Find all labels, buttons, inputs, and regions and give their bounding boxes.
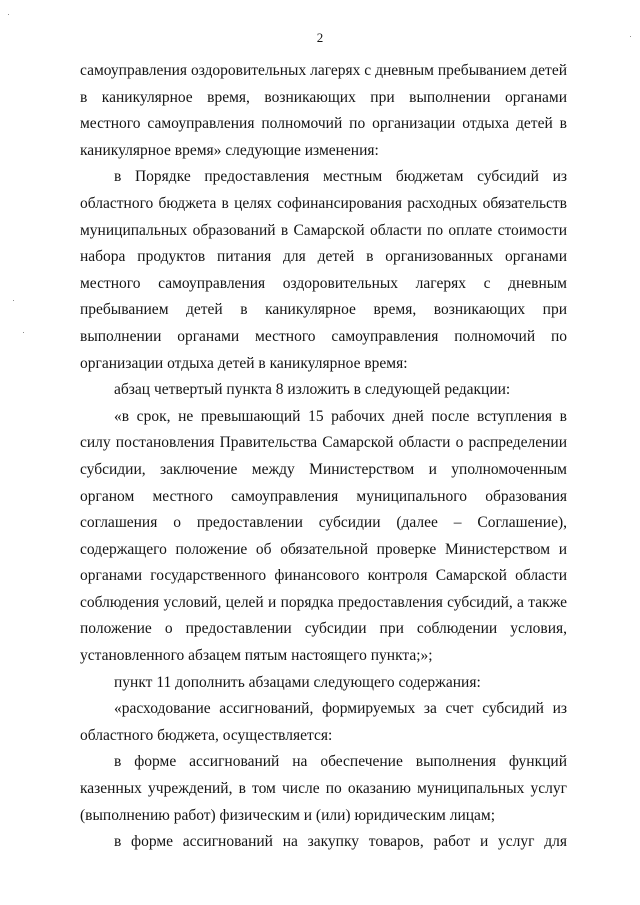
scan-speck [8, 14, 9, 15]
scan-speck [13, 300, 14, 301]
paragraph-procedure-amendment: в Порядке предоставления местным бюджетам субсидий из областного бюджета в целях софинансирования расходных обязательств муниципальных образований в Самарской области по оплате стоимости набора продуктов питания для детей в организованных органами местного самоуправления оздоровительных лагерях с дневным пребыванием детей в каникулярное время, возникающих при выполнении органами местного самоуправления полномочий по организации отдыха детей в каникулярное время: [80, 168, 567, 372]
paragraph-point-11-spending: «расходование ассигнований, формируемых за счет субсидий из областного бюджета, осуществляется: [80, 700, 567, 744]
document-body [80, 58, 567, 856]
paragraph-point-8-instruction: абзац четвертый пункта 8 изложить в следующей редакции: [114, 381, 511, 399]
paragraph-intro-continuation: самоуправления оздоровительных лагерях с дневным пребыванием детей в каникулярное время, возникающих при выполнении органами местного самоуправления полномочий по организации отдыха детей в каникулярное время» следующие изменения: [80, 62, 567, 159]
paragraph-point-11-instruction: пункт 11 дополнить абзацами следующего содержания: [114, 673, 481, 691]
scan-speck [630, 36, 631, 37]
paragraph-point-11-procurement: в форме ассигнований на закупку товаров, работ и услуг для [114, 833, 567, 851]
paragraph-point-11-state-institutions: в форме ассигнований на обеспечение выполнения функций казенных учреждений, в том числе по оказанию муниципальных услуг (выполнению работ) физическим и (или) юридическим лицам; [80, 753, 567, 824]
page-number: 2 [316, 30, 324, 45]
scan-speck [23, 332, 24, 333]
paragraph-point-8-new-text: «в срок, не превышающий 15 рабочих дней после вступления в силу постановления Правительства Самарской области о распределении субсидии, заключение между Министерством и уполномоченным органом местного самоуправления муниципального образования соглашения о предоставлении субсидии (далее – Соглашение), содержащего положение об обязательной проверке Министерством и органами государственного финансового контроля Самарской области соблюдения условий, целей и порядка предоставления субсидий, а также положение о предоставлении субсидии при соблюдении условия, установленного абзацем пятым настоящего пункта;»; [80, 407, 567, 665]
